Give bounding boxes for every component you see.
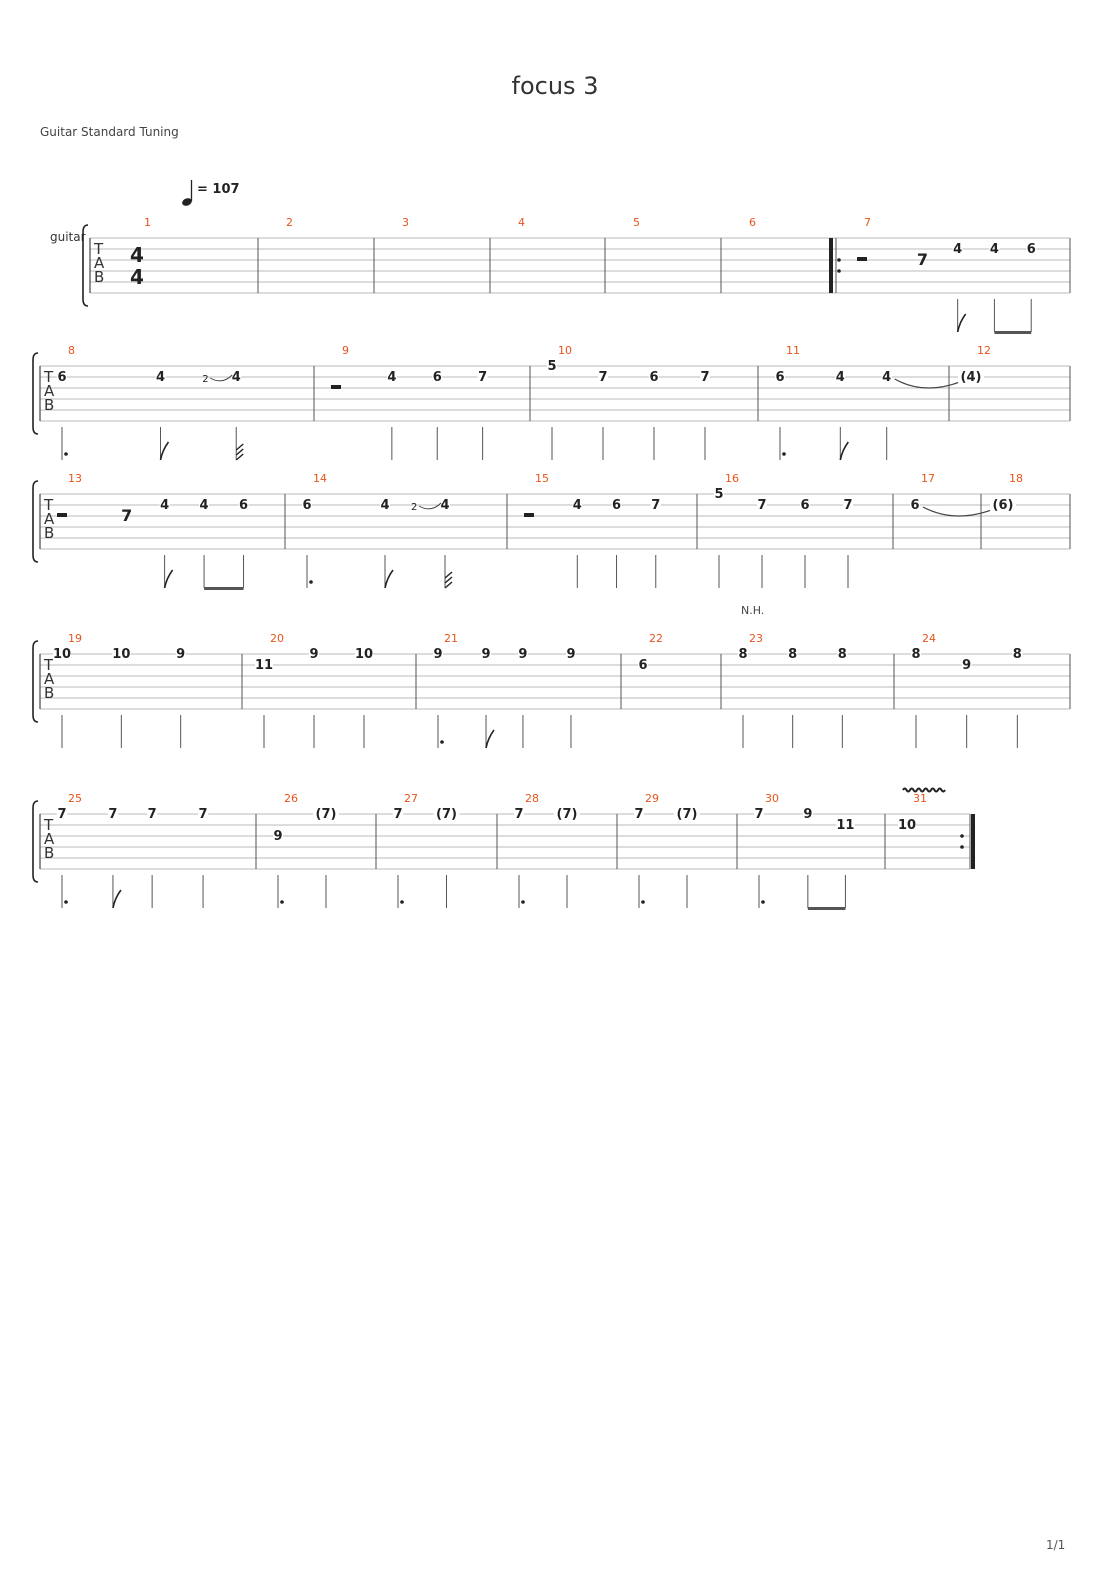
harmonic-label: N.H. [741, 604, 765, 617]
fret-number: 10 [112, 647, 131, 662]
fret-number: 4 [882, 370, 892, 385]
bar-number: 5 [633, 216, 640, 229]
bar-number: 30 [765, 792, 779, 805]
fret-number: 9 [803, 807, 813, 822]
track-label: guitar [50, 230, 86, 244]
bar-number: 10 [558, 344, 572, 357]
fret-number: 8 [738, 647, 748, 662]
tie-icon [923, 507, 999, 516]
bar-number: 15 [535, 472, 549, 485]
bar-number: 14 [313, 472, 327, 485]
score-title: focus 3 [511, 72, 599, 100]
fret-number: 4 [199, 498, 209, 513]
bar-number: 23 [749, 632, 763, 645]
fret-number: 7 [754, 807, 764, 822]
grace-fret-number: 2 [411, 502, 418, 513]
slur-icon [419, 503, 441, 509]
beam [808, 907, 846, 910]
fret-number: 6 [239, 498, 249, 513]
fret-number: 4 [953, 242, 963, 257]
eighth-flag-icon [486, 730, 494, 748]
fret-number: 7 [514, 807, 524, 822]
fret-number: 7 [478, 370, 488, 385]
beam [994, 331, 1031, 334]
tab-letter: A [94, 254, 105, 272]
duration-dot [309, 580, 313, 584]
fret-number: 5 [714, 487, 724, 502]
fret-number: 4 [989, 242, 999, 257]
eighth-rest-icon: 7 [916, 250, 928, 269]
fret-number: 4 [387, 370, 397, 385]
fret-number: 10 [897, 818, 917, 833]
repeat-dot [960, 845, 964, 849]
bar-number: 26 [284, 792, 298, 805]
bar-number: 21 [444, 632, 458, 645]
bar-number: 25 [68, 792, 82, 805]
bar-number: 27 [404, 792, 418, 805]
fret-number: 7 [634, 807, 644, 822]
tab-system [33, 789, 973, 911]
tab-system [33, 604, 1070, 748]
slur-icon [210, 375, 232, 381]
fret-number: 11 [836, 818, 855, 833]
fret-number: 7 [700, 370, 710, 385]
eighth-flag-icon [160, 442, 168, 460]
system-bracket [33, 353, 38, 434]
duration-dot [521, 900, 525, 904]
tab-letter: B [44, 396, 55, 414]
fret-number: (7) [436, 807, 457, 822]
eighth-flag-icon [958, 314, 966, 332]
tab-system [33, 472, 1070, 590]
duration-dot [280, 900, 284, 904]
systems-layer [33, 216, 1070, 910]
fret-number: 6 [302, 498, 312, 513]
fret-number: 4 [380, 498, 390, 513]
fret-number: 9 [433, 647, 443, 662]
eighth-flag-icon [840, 442, 848, 460]
tie-icon [895, 379, 967, 388]
fret-number: 7 [147, 807, 157, 822]
bar-number: 8 [68, 344, 75, 357]
bar-number: 7 [864, 216, 871, 229]
bar-number: 22 [649, 632, 663, 645]
fret-number: 9 [309, 647, 319, 662]
bar-number: 17 [921, 472, 935, 485]
bar-number: 28 [525, 792, 539, 805]
bar-number: 6 [749, 216, 756, 229]
duration-dot [782, 452, 786, 456]
bar-number: 29 [645, 792, 659, 805]
eighth-flag-icon [385, 570, 393, 588]
tab-letter: T [94, 240, 104, 258]
half-rest-icon [524, 513, 534, 517]
fret-number: 9 [176, 647, 186, 662]
tab-letter: A [44, 670, 55, 688]
bar-number: 19 [68, 632, 82, 645]
fret-number: 4 [155, 370, 166, 385]
tab-letter: B [44, 684, 55, 702]
fret-number: 4 [440, 498, 450, 513]
eighth-flag-icon [165, 570, 173, 588]
bar-number: 9 [342, 344, 349, 357]
fret-number: (7) [556, 807, 578, 822]
fret-number: 7 [757, 498, 767, 513]
fret-number: 6 [800, 498, 810, 513]
bar-number: 18 [1009, 472, 1023, 485]
fret-number: (6) [992, 498, 1014, 513]
tab-letter: A [44, 510, 55, 528]
half-rest-icon [857, 257, 867, 261]
fret-number: 11 [254, 658, 274, 673]
system-bracket [33, 641, 38, 722]
time-signature-bottom: 4 [130, 265, 144, 289]
tab-letter: B [94, 268, 105, 286]
fret-number: 6 [612, 498, 622, 513]
bar-number: 3 [402, 216, 409, 229]
fret-number: 4 [835, 370, 845, 385]
duration-dot [641, 900, 645, 904]
fret-number: 8 [1012, 647, 1022, 662]
fret-number: 7 [198, 807, 208, 822]
eighth-flag-icon [113, 890, 121, 908]
bar-number: 20 [270, 632, 284, 645]
bar-number: 31 [913, 792, 927, 805]
fret-number: 7 [108, 807, 118, 822]
tab-letter: A [44, 382, 55, 400]
fret-number: 6 [649, 370, 659, 385]
tab-letter: A [44, 830, 55, 848]
tempo-marking [181, 180, 239, 207]
beam [204, 587, 243, 590]
half-rest-icon [57, 513, 67, 517]
tab-letter: T [44, 656, 54, 674]
duration-dot [761, 900, 765, 904]
tempo-label: = 107 [197, 182, 240, 197]
half-rest-icon [331, 385, 341, 389]
page-number: 1/1 [1046, 1538, 1066, 1552]
duration-dot [64, 900, 68, 904]
fret-number: 6 [57, 370, 67, 385]
system-bracket [33, 481, 38, 562]
tab-system [83, 216, 1070, 334]
duration-dot [400, 900, 404, 904]
tab-system [33, 344, 1070, 460]
fret-number: 6 [432, 370, 442, 385]
fret-number: 6 [638, 658, 648, 673]
bar-number: 24 [922, 632, 936, 645]
fret-number: 4 [572, 498, 582, 513]
fret-number: 8 [911, 647, 921, 662]
bar-number: 4 [518, 216, 525, 229]
bar-number: 2 [286, 216, 293, 229]
repeat-dot [960, 834, 964, 838]
fret-number: 5 [547, 359, 557, 374]
fret-number: (7) [676, 807, 698, 822]
bar-number: 12 [977, 344, 991, 357]
grace-fret-number: 2 [202, 374, 209, 385]
fret-number: 7 [393, 807, 403, 822]
tab-letter: T [44, 368, 54, 386]
time-signature-top: 4 [130, 243, 144, 267]
fret-number: 10 [52, 647, 72, 662]
eighth-rest-icon: 7 [121, 506, 133, 525]
fret-number: 9 [962, 658, 972, 673]
fret-number: 4 [231, 370, 241, 385]
repeat-dot [837, 258, 841, 262]
bar-number: 16 [725, 472, 739, 485]
tab-letter: B [44, 844, 55, 862]
repeat-dot [837, 269, 841, 273]
bar-number: 13 [68, 472, 82, 485]
tuning-label: Guitar Standard Tuning [40, 125, 179, 139]
fret-number: 6 [910, 498, 920, 513]
fret-number: 10 [354, 647, 374, 662]
fret-number: 9 [518, 647, 528, 662]
fret-number: 7 [598, 370, 608, 385]
fret-number: 9 [273, 829, 283, 844]
fret-number: 9 [566, 647, 576, 662]
tab-letter: T [44, 496, 54, 514]
vibrato-icon [903, 789, 945, 792]
fret-number: 8 [788, 647, 798, 662]
fret-number: (7) [315, 807, 337, 822]
fret-number: 4 [160, 498, 170, 513]
tab-letter: T [44, 816, 54, 834]
fret-number: 7 [57, 807, 67, 822]
fret-number: 9 [481, 647, 491, 662]
duration-dot [440, 740, 444, 744]
tab-letter: B [44, 524, 55, 542]
fret-number: (4) [960, 370, 982, 385]
bar-number: 11 [786, 344, 800, 357]
fret-number: 7 [651, 498, 661, 513]
fret-number: 7 [843, 498, 853, 513]
fret-number: 6 [1026, 242, 1036, 257]
system-bracket [33, 801, 38, 882]
fret-number: 8 [837, 647, 847, 662]
bar-number: 1 [144, 216, 151, 229]
duration-dot [64, 452, 68, 456]
fret-number: 6 [775, 370, 785, 385]
